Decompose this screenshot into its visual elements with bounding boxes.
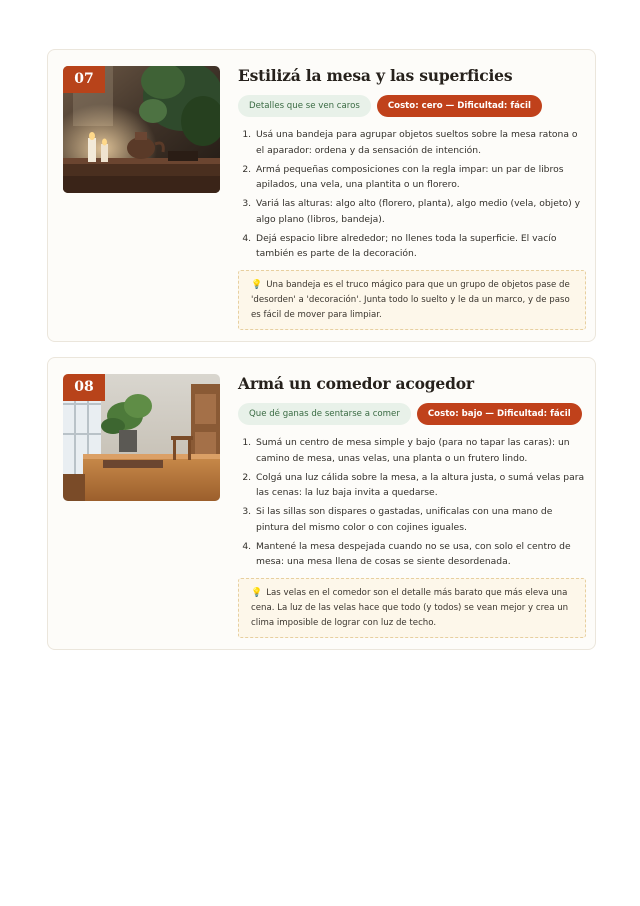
- section-image: [63, 66, 220, 193]
- step-item: 4. Dejá espacio libre alrededor; no llenes toda la superficie. El vacío también es parte de la decoración.: [254, 231, 586, 262]
- step-item: 2. Colgá una luz cálida sobre la mesa, a la altura justa, o sumá velas para las cenas: la luz baja invita a quedarse.: [254, 470, 586, 501]
- section-content: [238, 372, 586, 638]
- section-card-07: [47, 49, 596, 342]
- section-number-badge: 07: [63, 66, 105, 93]
- cost-difficulty-tag: Costo: cero — Dificultad: fácil: [377, 95, 542, 117]
- section-title: Estilizá la mesa y las superficies: [238, 66, 513, 85]
- step-item: 1. Usá una bandeja para agrupar objetos sueltos sobre la mesa ratona o el aparador: ordena y da sensación de intención.: [254, 127, 586, 158]
- section-title: Armá un comedor acogedor: [238, 374, 474, 393]
- benefit-tag: Que dé ganas de sentarse a comer: [238, 403, 411, 425]
- cost-difficulty-tag: Costo: bajo — Dificultad: fácil: [417, 403, 582, 425]
- tip-text: Una bandeja es el truco mágico para que un grupo de objetos pase de 'desorden' a 'decoración'. Junta todo lo suelto y le da un marco, y de paso es fácil de mover para limpiar.: [251, 279, 570, 320]
- section-number-badge: 08: [63, 374, 105, 401]
- steps-list: [238, 435, 586, 570]
- benefit-tag: Detalles que se ven caros: [238, 95, 371, 117]
- step-item: 4. Mantené la mesa despejada cuando no se usa, con solo el centro de mesa: una mesa llena de cosas se siente desordenada.: [254, 539, 586, 570]
- tip-text: Las velas en el comedor son el detalle más barato que más eleva una cena. La luz de las velas hace que todo (y todos) se vean mejor y crea un clima imposible de lograr con luz de techo.: [251, 587, 569, 628]
- section-content: [238, 64, 586, 330]
- section-tags: [238, 403, 586, 426]
- section-card-08: [47, 357, 596, 650]
- lightbulb-icon: 💡: [251, 587, 263, 598]
- step-item: 2. Armá pequeñas composiciones con la regla impar: un par de libros apilados, una vela, una plantita o un florero.: [254, 162, 586, 193]
- section-tags: [238, 95, 586, 118]
- step-item: 1. Sumá un centro de mesa simple y bajo (para no tapar las caras): un camino de mesa, unas velas, una planta o un frutero lindo.: [254, 435, 586, 466]
- tip-box: [238, 578, 586, 638]
- step-item: 3. Variá las alturas: algo alto (florero, planta), algo medio (vela, objeto) y algo plano (libros, bandeja).: [254, 196, 586, 227]
- steps-list: [238, 127, 586, 262]
- section-image: [63, 374, 220, 501]
- tip-box: [238, 270, 586, 330]
- lightbulb-icon: 💡: [251, 279, 263, 290]
- step-item: 3. Si las sillas son dispares o gastadas, unificalas con una mano de pintura del mismo color o con cojines iguales.: [254, 504, 586, 535]
